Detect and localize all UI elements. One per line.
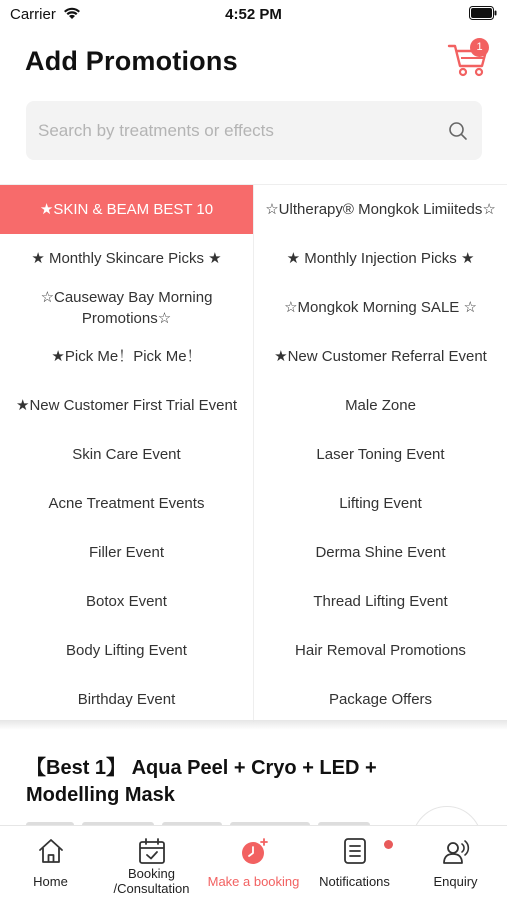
category-item[interactable]: ★ Monthly Injection Picks ★	[286, 250, 475, 267]
tab-make-a-booking[interactable]	[203, 826, 304, 900]
tab-home[interactable]	[0, 826, 101, 900]
tab-booking-consultation[interactable]	[101, 826, 202, 900]
page-title: Add Promotions	[25, 46, 238, 76]
search-bar	[26, 101, 482, 160]
category-item[interactable]: Acne Treatment Events	[48, 495, 205, 512]
category-item[interactable]: Laser Toning Event	[316, 446, 445, 463]
category-item[interactable]: ☆Causeway Bay Morning Promotions☆	[40, 288, 213, 327]
category-item[interactable]: ☆Ultherapy® Mongkok Limiiteds☆	[265, 201, 496, 218]
category-column-left	[0, 185, 253, 724]
category-item[interactable]: ★New Customer Referral Event	[274, 348, 487, 365]
menu-shadow	[0, 720, 507, 730]
notifications-icon	[340, 836, 370, 866]
promotion-category-menu	[0, 185, 507, 722]
cart-count-badge: 1	[470, 38, 489, 57]
category-item[interactable]: Hair Removal Promotions	[295, 642, 466, 659]
category-item[interactable]: Body Lifting Event	[66, 642, 187, 659]
calendar-icon	[137, 836, 167, 866]
battery-icon	[469, 6, 497, 20]
status-bar	[0, 0, 507, 30]
tab-bar	[0, 825, 507, 900]
clock: 4:52 PM	[225, 6, 282, 23]
tab-home-label: Home	[33, 874, 68, 889]
product-title[interactable]: 【Best 1】 Aqua Peel + Cryo + LED + Modelling Mask	[26, 757, 377, 806]
category-item[interactable]: Male Zone	[345, 397, 416, 414]
category-item[interactable]: ★Pick Me！Pick Me！	[51, 348, 202, 365]
notification-dot	[384, 840, 393, 849]
make-booking-icon	[239, 836, 269, 866]
category-item[interactable]: ★ Monthly Skincare Picks ★	[31, 250, 222, 267]
tab-enquiry[interactable]	[405, 826, 506, 900]
category-item[interactable]: Botox Event	[86, 593, 167, 610]
carrier-label: Carrier	[10, 6, 56, 23]
tab-booking-label: Booking /Consultation	[113, 866, 190, 896]
search-icon[interactable]	[448, 121, 468, 141]
category-item[interactable]: Thread Lifting Event	[313, 593, 448, 610]
category-item[interactable]: ☆Mongkok Morning SALE ☆	[284, 299, 477, 316]
category-item[interactable]: Skin Care Event	[72, 446, 181, 463]
tab-enquiry-label: Enquiry	[433, 874, 478, 889]
home-icon	[36, 836, 66, 866]
category-item[interactable]: ★SKIN & BEAM BEST 10	[0, 185, 253, 234]
category-item[interactable]: Lifting Event	[339, 495, 422, 512]
tab-notifications-label: Notifications	[319, 874, 390, 889]
search-input[interactable]	[38, 101, 438, 160]
category-item[interactable]: Package Offers	[328, 691, 433, 708]
category-item[interactable]: Derma Shine Event	[315, 544, 446, 561]
category-item[interactable]: ★New Customer First Trial Event	[16, 397, 237, 414]
tab-notifications[interactable]	[304, 826, 405, 900]
category-column-right	[254, 185, 507, 724]
enquiry-icon	[441, 836, 471, 866]
category-item[interactable]: Birthday Event	[77, 691, 176, 708]
category-item[interactable]: Filler Event	[88, 544, 165, 561]
tab-make-booking-label: Make a booking	[207, 874, 300, 889]
